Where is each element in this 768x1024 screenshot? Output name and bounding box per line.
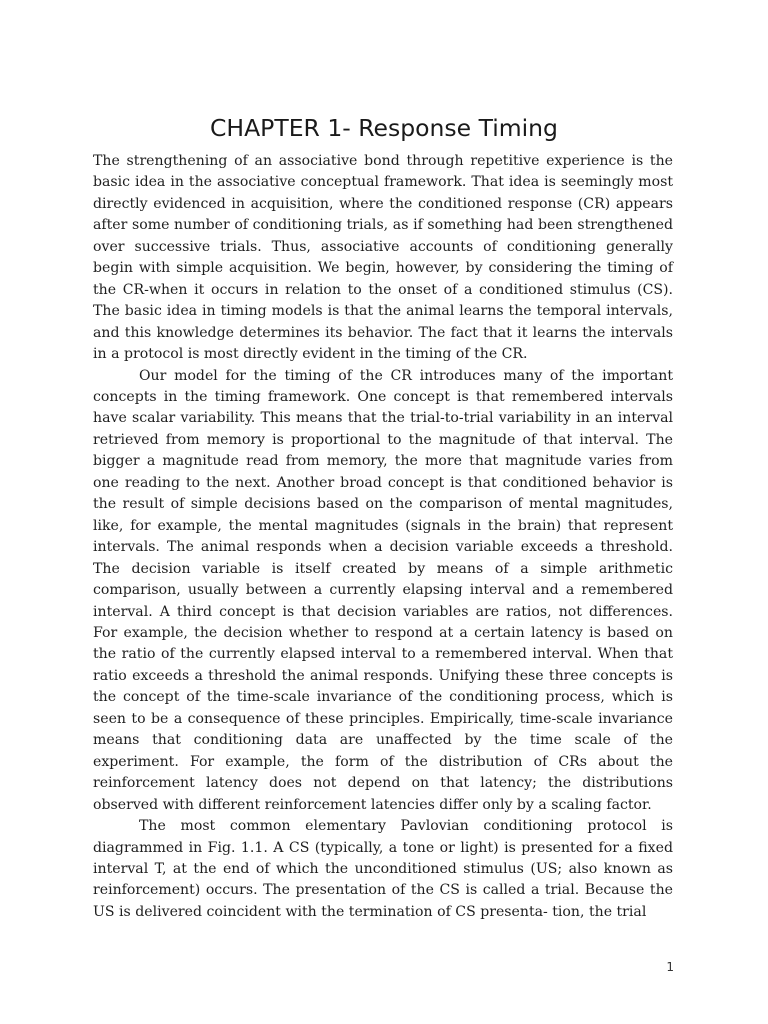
paragraph-2: Our model for the timing of the CR introduces many of the important concepts in the timing framework. One concept is that remembered intervals have scalar variability. This means that the trial-to-trial variability in an interval retrieved from memory is proportional to the magnitude of that interval. The bigger a magnitude read from memory, the more that magnitude varies from one reading to the next. Another broad concept is that conditioned behavior is the result of simple decisions based on the comparison of mental magnitudes, like, for example, the mental magnitudes (signals in the brain) that represent intervals. The animal responds when a decision variable exceeds a threshold. The decision variable is itself created by means of a simple arithmetic comparison, usually between a currently elapsing interval and a remembered interval. A third concept is that decision variables are ratios, not differences. For example, the decision whether to respond at a certain latency is based on the ratio of the currently elapsed interval to a remembered interval. When that ratio exceeds a threshold the animal responds. Unifying these three concepts is the concept of the time-scale invariance of the conditioning process, which is seen to be a consequence of these principles. Empirically, time-scale invariance means that conditioning data are unaffected by the time scale of the experiment. For example, the form of the distribution of CRs about the reinforcement latency does not depend on that latency; the distributions observed with different reinforcement latencies differ only by a scaling factor. — [93, 367, 673, 813]
body-text — [93, 151, 673, 923]
chapter-title: CHAPTER 1- Response Timing — [210, 114, 558, 142]
paragraph-1: The strengthening of an associative bond through repetitive experience is the basic idea in the associative conceptual framework. That idea is seemingly most directly evidenced in acquisition, where the conditioned response (CR) appears after some number of conditioning trials, as if something had been strengthened over successive trials. Thus, associative accounts of conditioning generally begin with simple acquisition. We begin, however, by considering the timing of the CR-when it occurs in relation to the onset of a conditioned stimulus (CS). The basic idea in timing models is that the animal learns the temporal intervals, and this knowledge determines its behavior. The fact that it learns the intervals in a protocol is most directly evident in the timing of the CR. — [93, 153, 673, 363]
paragraph-3: The most common elementary Pavlovian conditioning protocol is diagrammed in Fig. 1.1. A CS (typically, a tone or light) is presented for a fixed interval T, at the end of which the unconditioned stimulus (US; also known as reinforcement) occurs. The presentation of the CS is called a trial. Because the US is delivered coincident with the termination of CS presenta- tion, the trial — [93, 818, 673, 920]
page-number: 1 — [666, 960, 674, 974]
